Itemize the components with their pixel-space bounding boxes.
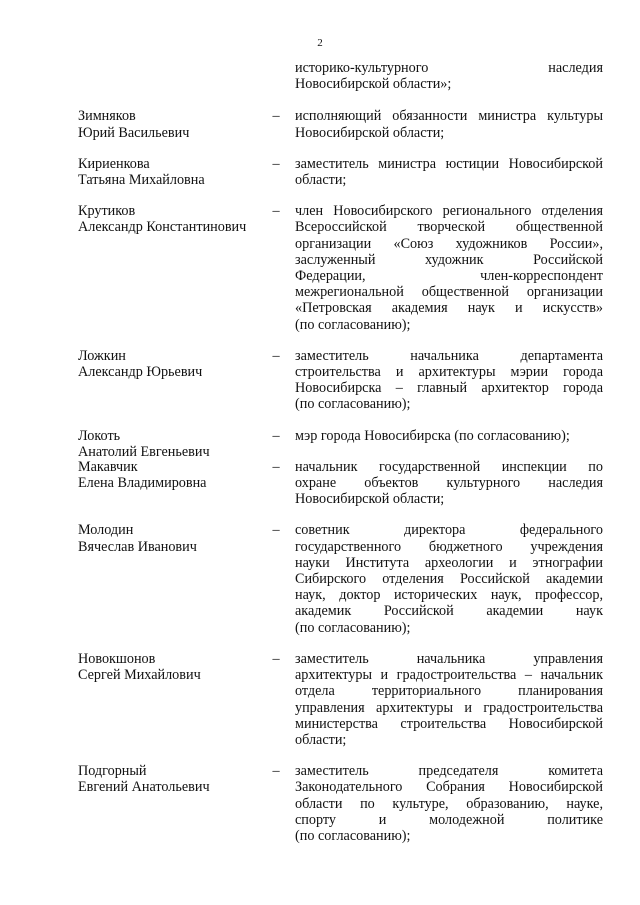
dash-separator: – — [272, 203, 280, 220]
position-line: охране объектов культурного наследия — [295, 475, 603, 492]
member-surname: Подгорный — [78, 763, 147, 780]
member-given-names: Анатолий Евгеньевич — [78, 443, 210, 460]
position-line: академик Российской академии наук — [295, 603, 603, 620]
member-position — [295, 203, 603, 333]
dash-separator: – — [272, 650, 280, 667]
position-line: Новосибирска – главный архитектор города — [295, 380, 603, 397]
member-position — [295, 60, 603, 92]
member-entry — [0, 651, 640, 748]
member-position — [295, 651, 603, 748]
position-line: архитектуры и градостроительства – начальник — [295, 667, 603, 684]
position-line: Новосибирской области»; — [295, 76, 452, 93]
member-name — [78, 459, 268, 491]
position-line: спорту и молодежной политике — [295, 811, 603, 828]
position-line: (по согласованию); — [295, 316, 411, 333]
member-given-names: Юрий Васильевич — [78, 124, 190, 141]
dash-separator: – — [272, 427, 280, 444]
position-line: (по согласованию); — [295, 619, 411, 636]
position-line: строительства и архитектуры мэрии города — [295, 364, 603, 381]
member-entry — [0, 108, 640, 140]
dash-separator: – — [272, 108, 280, 125]
member-name — [78, 651, 268, 683]
member-surname: Новокшонов — [78, 650, 156, 667]
member-name — [78, 156, 268, 188]
position-line: заместитель начальника департамента — [295, 347, 603, 364]
member-given-names: Александр Юрьевич — [78, 364, 203, 381]
member-position — [295, 428, 603, 444]
page-number: 2 — [317, 37, 323, 49]
member-given-names: Елена Владимировна — [78, 475, 207, 492]
position-line: организации «Союз художников России», — [295, 235, 603, 252]
position-line: министерства строительства Новосибирской — [295, 715, 603, 732]
member-name — [78, 763, 268, 795]
member-position — [295, 348, 603, 413]
dash-separator: – — [272, 155, 280, 172]
member-entry — [0, 763, 640, 844]
position-line: член Новосибирского регионального отделения — [295, 203, 603, 220]
member-entry — [0, 156, 640, 188]
position-line: области; — [295, 172, 347, 189]
member-name — [78, 522, 268, 554]
position-line: Новосибирской области; — [295, 124, 445, 141]
member-surname: Зимняков — [78, 108, 136, 125]
position-line: межрегиональной общественной организации — [295, 284, 603, 301]
member-surname: Крутиков — [78, 203, 136, 220]
member-given-names: Евгений Анатольевич — [78, 779, 210, 796]
dash-separator: – — [272, 763, 280, 780]
member-given-names: Александр Константинович — [78, 219, 247, 236]
member-name — [78, 203, 268, 235]
member-position — [295, 522, 603, 635]
position-line: (по согласованию); — [295, 396, 411, 413]
position-line: науки Института археологии и этнографии — [295, 554, 603, 571]
position-line: управления архитектуры и градостроительства — [295, 699, 603, 716]
position-line: заместитель председателя комитета — [295, 763, 603, 780]
position-line: Федерации, член-корреспондент — [295, 268, 603, 285]
member-name — [78, 348, 268, 380]
position-line: заслуженный художник Российской — [295, 251, 603, 268]
position-line: области; — [295, 731, 347, 748]
position-line: отдела территориального планирования — [295, 683, 603, 700]
position-line: наук, доктор исторических наук, профессор, — [295, 587, 603, 604]
member-entry — [0, 203, 640, 333]
position-line: Всероссийской творческой общественной — [295, 219, 603, 236]
position-line: «Петровская академия наук и искусств» — [295, 300, 603, 317]
position-line: историко-культурного наследия — [295, 60, 603, 76]
position-line: Законодательного Собрания Новосибирской — [295, 779, 603, 796]
member-entry — [0, 60, 640, 92]
position-line: области по культуре, образованию, науке, — [295, 795, 603, 812]
member-surname: Ложкин — [78, 347, 126, 364]
member-entry — [0, 348, 640, 413]
member-entry — [0, 459, 640, 508]
position-line: Сибирского отделения Российской академии — [295, 571, 603, 588]
member-surname: Кириенкова — [78, 155, 150, 172]
member-surname: Локоть — [78, 427, 121, 444]
member-position — [295, 108, 603, 140]
member-given-names: Вячеслав Иванович — [78, 538, 197, 555]
member-position — [295, 763, 603, 844]
position-line: Новосибирской области; — [295, 491, 445, 508]
dash-separator: – — [272, 522, 280, 539]
position-line: государственного бюджетного учреждения — [295, 538, 603, 555]
member-surname: Макавчик — [78, 458, 138, 475]
position-line: мэр города Новосибирска (по согласованию); — [295, 427, 570, 444]
member-entry — [0, 522, 640, 635]
position-line: заместитель начальника управления — [295, 650, 603, 667]
member-name — [78, 428, 268, 460]
member-surname: Молодин — [78, 522, 134, 539]
member-list — [0, 60, 640, 844]
member-name — [78, 108, 268, 140]
member-given-names: Татьяна Михайловна — [78, 172, 205, 189]
dash-separator: – — [272, 458, 280, 475]
position-line: исполняющий обязанности министра культуры — [295, 108, 603, 125]
position-line: (по согласованию); — [295, 827, 411, 844]
dash-separator: – — [272, 347, 280, 364]
member-entry — [0, 427, 640, 460]
position-line: заместитель министра юстиции Новосибирской — [295, 155, 603, 172]
member-given-names: Сергей Михайлович — [78, 667, 201, 684]
member-position — [295, 156, 603, 188]
position-line: начальник государственной инспекции по — [295, 458, 603, 475]
member-position — [295, 459, 603, 508]
position-line: советник директора федерального — [295, 522, 603, 539]
